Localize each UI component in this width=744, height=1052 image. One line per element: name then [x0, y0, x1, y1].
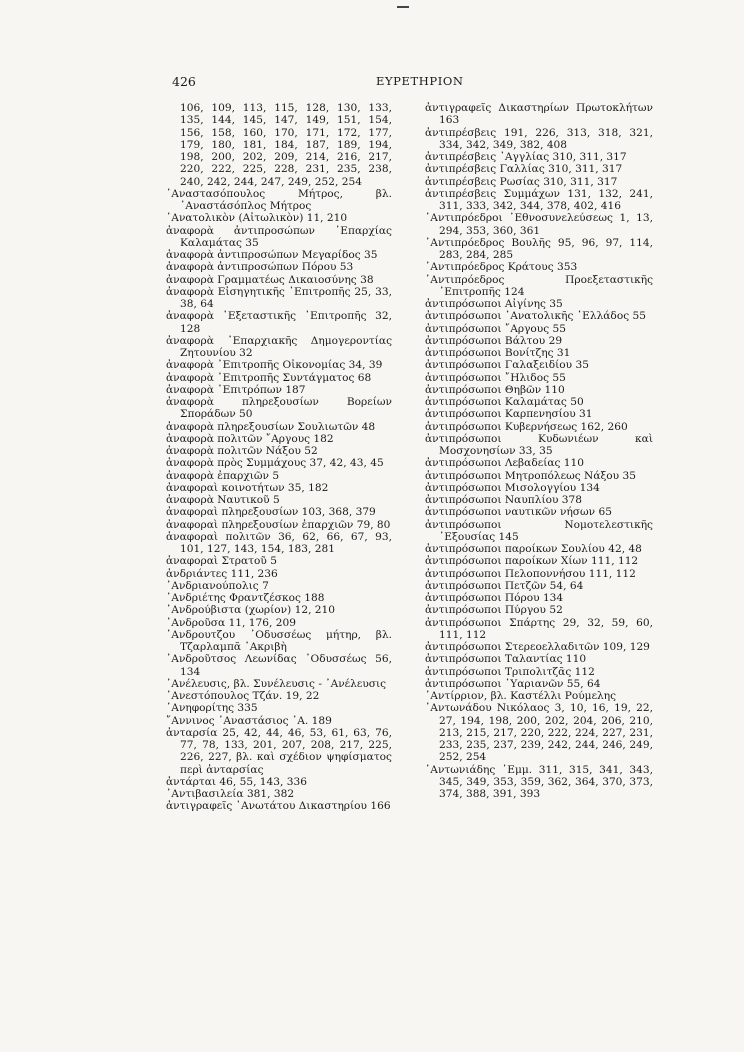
index-entry: ἀντιπρόσωποι Κυβερνήσεως 162, 260 [425, 420, 628, 433]
index-entry: ᾿Ανεστόπουλος Τζάν. 19, 22 [166, 690, 320, 702]
index-entry: ἀναφοραὶ πληρεξουσίων ἐπαρχιῶν 79, 80 [166, 518, 391, 531]
right-column [425, 102, 653, 800]
index-entry: ἀναφορὰ ᾿Επιτροπῆς Οἰκονομίας 34, 39 [166, 359, 383, 372]
index-entry: ἀναφορὰ πολιτῶν Νάξου 52 [166, 445, 318, 457]
index-entry: ἀναφορὰ πολιτῶν ῎Αργους 182 [166, 432, 334, 445]
index-entry: ἀντιπρόσωποι ᾿Ανατολικῆς ῾Ελλάδος 55 [425, 310, 646, 323]
index-entry: ἀντιπρόσωποι ῎Ηλιδος 55 [425, 371, 566, 384]
index-entry: ἀντιπρόσωποι Ναυπλίου 378 [425, 494, 583, 506]
index-entry: ἀναφορὰ Γραμματέως Δικαιοσύνης 38 [166, 273, 374, 286]
index-entry: ἀντιπρόσωποι ῾Υαριανῶν 55, 64 [425, 677, 601, 690]
continuation-line: 198, 200, 202, 209, 214, 216, 217, [180, 151, 392, 163]
index-entry: ἀντιπρόσωποι Πελοποννήσου 111, 112 [425, 567, 636, 580]
index-entry: ἀντάρται 46, 55, 143, 336 [166, 775, 307, 788]
index-entry: ἀναφοραὶ πληρεξουσίων 103, 368, 379 [166, 506, 376, 519]
continuation-line: 240, 242, 244, 247, 249, 252, 254 [180, 175, 362, 188]
index-entry: ἀναφοραὶ πολιτῶν 36, 62, 66, 67, 93, 101, 127, 143, 154, 183, 281 [166, 530, 392, 555]
index-entry: ᾿Ανέλευσις, βλ. Συνέλευσις - ᾿Ανέλευσις [166, 677, 387, 690]
index-entry: ἀναφορὰ ᾿Εξεταστικῆς ᾿Επιτροπῆς 32, 128 [166, 310, 392, 335]
index-entry: ἀντιπρόσωποι Πύργου 52 [425, 604, 563, 617]
continuation-line: 156, 158, 160, 170, 171, 172, 177, [180, 126, 392, 139]
index-entry: ᾿Αντιβασιλεία 381, 382 [166, 788, 295, 800]
index-entry: ἀναφορὰ πληρεξουσίων Σουλιωτῶν 48 [166, 420, 376, 433]
left-entries [166, 188, 392, 813]
index-entry: ᾿Ανηφορίτης 335 [166, 702, 258, 715]
index-entry: ᾿Ανδριανούπολις 7 [166, 579, 269, 592]
index-entry: ἀντιπρέσβεις Γαλλίας 310, 311, 317 [425, 163, 623, 176]
index-entry: ἀναφορὰ ἀντιπροσώπων Πόρου 53 [166, 261, 354, 274]
index-entry: ᾿Ανατολικὸν (Αἰτωλικὸν) 11, 210 [166, 212, 348, 225]
index-entry: ᾿Ανδροῦτσος Λεωνίδας ᾿Οδυσσέως 56, 134 [166, 653, 392, 678]
continuation-line: 179, 180, 181, 184, 187, 189, 194, [180, 138, 392, 151]
index-entry: ἀντιγραφεῖς ᾿Ανωτάτου Δικαστηρίου 166 [166, 800, 391, 813]
index-entry: ἀναφοραὶ Στρατοῦ 5 [166, 555, 277, 568]
page-title: ΕΥΡΕΤΗΡΙΟΝ [376, 74, 464, 88]
index-entry: ἀναφοραὶ κοινοτήτων 35, 182 [166, 481, 329, 494]
index-entry: ᾿Ανδροῦσα 11, 176, 209 [166, 616, 296, 629]
index-entry: ἀναφορὰ ἐπαρχιῶν 5 [166, 469, 280, 482]
index-entry: ἀντιπρόσωποι Σπάρτης 29, 32, 59, 60, 111, 112 [425, 616, 653, 641]
index-entry: ἀντιπρέσβεις Ρωσίας 310, 311, 317 [425, 175, 618, 188]
index-entry: ἀντιγραφεῖς Δικαστηρίων Πρωτοκλήτων 163 [425, 102, 653, 127]
page-number: 426 [172, 74, 196, 89]
index-entry: ᾿Ανδρουτζου ᾿Οδυσσέως μήτηρ, βλ. Τζαρλαμπᾶ ᾿Ακριβὴ [166, 628, 392, 653]
right-entries [425, 102, 653, 800]
index-entry: ἀντιπρέσβεις Συμμάχων 131, 132, 241, 311, 333, 342, 344, 378, 402, 416 [425, 187, 653, 212]
index-entry: ἀντιπρόσωποι Κυδωνιέων καὶ Μοσχονησίων 33, 35 [425, 432, 653, 457]
index-entry: ᾿Αναστασόπουλος Μήτρος, βλ. ᾿Αναστάσόπλος Μήτρος [166, 187, 392, 212]
index-entry: ἀναφορὰ ᾿Επαρχιακῆς Δημογεροντίας Ζητουνίου 32 [166, 334, 392, 359]
index-entry: ἀντιπρόσωποι ῎Αργους 55 [425, 322, 567, 335]
index-entry: ᾿Αντωνιάδης ᾿Εμμ. 311, 315, 341, 343, 345, 349, 353, 359, 362, 364, 370, 373, 374, 388, 391, 393 [425, 763, 653, 800]
index-entry: ᾿Αντιπρόεδρος Κράτους 353 [425, 261, 578, 274]
index-entry: ἀντιπρέσβεις ᾿Αγγλίας 310, 311, 317 [425, 151, 627, 163]
index-entry: ἀντιπρόσωποι Γαλαξειδίου 35 [425, 359, 589, 372]
index-entry: ἀντιπρόσωποι Θηβῶν 110 [425, 383, 565, 396]
index-entry: ἀντιπρόσωποι Καλαμάτας 50 [425, 396, 584, 408]
index-entry: ἀντιπρόσωποι Νομοτελεστικῆς ᾿Εξουσίας 145 [425, 518, 653, 543]
index-entry: ᾿Αντίρριον, βλ. Καστέλλι Ρούμελης [425, 690, 617, 702]
index-entry: ᾿Αντωνάδου Νικόλαος 3, 10, 16, 19, 22, 27, 194, 198, 200, 202, 204, 206, 210, 213, 215, 217, 220, 222, 224, 227, 231, 233, 235, 237, 239, 242, 244, 246, 249, 252, 254 [425, 702, 653, 764]
index-entry: ᾿Αντιπρόεδροι ᾿Εθνοσυνελεύσεως 1, 13, 294, 353, 360, 361 [425, 212, 653, 237]
index-entry: ἀναφορὰ πληρεξουσίων Βορείων Σποράδων 50 [166, 396, 392, 421]
index-entry: ἀντιπρόσωποι Πόρου 134 [425, 592, 564, 604]
index-entry: ἀντιπρόσωποι Αἰγίνης 35 [425, 298, 563, 310]
index-entry: ἀντιπρόσωποι Μητροπόλεως Νάξου 35 [425, 469, 636, 482]
index-entry: ᾿Ανδριέτης Φραντζέσκος 188 [166, 592, 325, 604]
index-entry: ἀντιπρέσβεις 191, 226, 313, 318, 321, 334, 342, 349, 382, 408 [425, 126, 653, 151]
index-entry: ἀντιπρόσωποι παροίκων Χίων 111, 112 [425, 555, 639, 568]
index-entry: ᾿Αντιπρόεδρος Βουλῆς 95, 96, 97, 114, 283, 284, 285 [425, 236, 653, 261]
index-entry: ἀναφορὰ πρὸς Συμμάχους 37, 42, 43, 45 [166, 457, 384, 470]
index-entry: ἀντιπρόσωποι Μισολογγίου 134 [425, 481, 600, 494]
index-entry: ἀντιπρόσωποι Καρπενησίου 31 [425, 408, 593, 421]
index-entry: ῎Αννινος ᾿Αναστάσιος ᾿Α. 189 [166, 714, 332, 727]
index-entry: ἀντιπρόσωποι παροίκων Σουλίου 42, 48 [425, 543, 642, 555]
index-entry: ἀναφορὰ ᾿Επιτροπῆς Συντάγματος 68 [166, 371, 372, 384]
index-entry: ἀντιπρόσωποι Βονίτζης 31 [425, 347, 571, 359]
index-entry: ἀντιπρόσωποι Τριπολιτζᾶς 112 [425, 665, 595, 678]
continuation-line: 106, 109, 113, 115, 128, 130, 133, [180, 102, 392, 114]
continuation-line: 135, 144, 145, 147, 149, 151, 154, [180, 114, 392, 127]
index-entry: ἀναφορὰ ἀντιπροσώπων Μεγαρίδος 35 [166, 249, 378, 261]
index-entry: ἀντιπρόσωποι Πετζῶν 54, 64 [425, 579, 584, 592]
index-entry: ᾿Ανδρούβιστα (χωρίον) 12, 210 [166, 604, 336, 617]
index-entry: ἀνδριάντες 111, 236 [166, 567, 278, 580]
index-entry: ἀντιπρόσωποι Λεβαδείας 110 [425, 457, 585, 470]
index-entry: ἀντιπρόσωποι Βάλτου 29 [425, 334, 563, 347]
index-entry: ἀντιπρόσωποι ναυτικῶν νήσων 65 [425, 506, 612, 519]
index-entry: ἀναφορὰ Εἰσηγητικῆς ᾿Επιτροπῆς 25, 33, 38, 64 [166, 285, 392, 310]
scan-mark [397, 6, 409, 8]
index-entry: ἀναφορὰ Ναυτικοῦ 5 [166, 494, 280, 506]
left-column [166, 102, 392, 813]
index-entry: ᾿Αντιπρόεδρος Προεξεταστικῆς ᾿Επιτροπῆς 124 [425, 273, 653, 298]
index-entry: ἀντιπρόσωποι Στερεοελλαδιτῶν 109, 129 [425, 641, 650, 653]
index-entry: ἀνταρσία 25, 42, 44, 46, 53, 61, 63, 76, 77, 78, 133, 201, 207, 208, 217, 225, 226, 227, βλ. καὶ σχέδιον ψηφίσματος περὶ ἀνταρσίας [166, 726, 392, 776]
index-entry: ἀναφορὰ ᾿Επιτρόπων 187 [166, 383, 306, 396]
index-entry: ἀναφορὰ ἀντιπροσώπων ᾿Επαρχίας Καλαμάτας 35 [166, 224, 392, 249]
index-entry: ἀντιπρόσωποι Ταλαντίας 110 [425, 653, 587, 666]
continuation-line: 220, 222, 225, 228, 231, 235, 238, [180, 163, 392, 176]
